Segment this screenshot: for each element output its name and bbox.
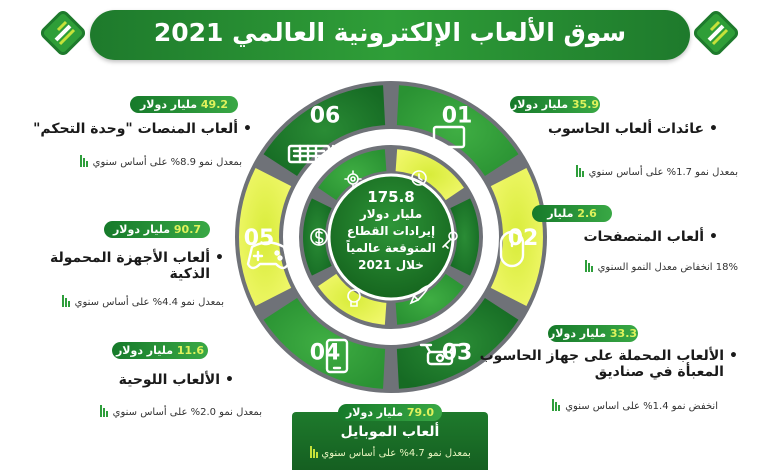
category-05-name-line1: ألعاب الأجهزة المحمولة [50, 250, 211, 266]
category-03-name-line2: المعبأة في صناديق [594, 364, 724, 380]
value-02: 2.6 [577, 207, 597, 220]
value-pill-01 [510, 96, 600, 113]
center-value: 175.8 [367, 188, 415, 206]
currency-label: مليار دولار [115, 344, 174, 357]
growth-03 [551, 394, 718, 415]
category-03: •الألعاب المحملة على جهاز الحاسوب المعبأة في صناديق [479, 348, 738, 380]
growth-02-text: 18% انخفاض معدل النمو السنوي [597, 262, 738, 273]
value-03: 33.3 [609, 327, 638, 340]
currency-label: مليار دولار [345, 406, 404, 419]
currency-label: مليار دولار [139, 98, 198, 111]
center-line-4: خلال 2021 [358, 258, 424, 272]
bar-chart-icon [61, 292, 70, 311]
value-06: 49.2 [200, 98, 229, 111]
category-02-name: ألعاب المتصفحات [583, 229, 705, 245]
bar-chart-icon [584, 257, 593, 276]
category-05-name-line2: الذكية [169, 266, 210, 282]
category-01-name: عائدات ألعاب الحاسوب [547, 121, 705, 137]
value-pill-02 [532, 205, 612, 237]
currency-label: مليار دولار [548, 327, 607, 340]
category-06: •ألعاب المنصات "وحدة التحكم" [33, 121, 252, 137]
category-06-name: ألعاب المنصات "وحدة التحكم" [33, 121, 239, 137]
center-line-3: المتوقعة عالمياً [346, 241, 436, 255]
mobile-games-growth [292, 446, 488, 461]
bar-chart-icon [575, 162, 584, 181]
value-pill-05 [104, 221, 210, 238]
category-02: •ألعاب المتصفحات [583, 229, 718, 245]
bar-chart-icon [99, 402, 108, 421]
segment-number-04: 04 [309, 340, 341, 366]
value-pill-mobile [338, 404, 442, 421]
growth-03-text: انخفض نمو 1.4% على اساس سنوي [565, 401, 718, 412]
bar-chart-icon [79, 152, 88, 171]
value-pill-03 [548, 325, 638, 342]
center-line-2: إيرادات القطاع [346, 224, 436, 238]
growth-06-text: بمعدل نمو 8.9% على أساس سنوي [92, 157, 242, 168]
category-04-name: الألعاب اللوحية [118, 372, 221, 388]
value-pill-06 [130, 96, 238, 113]
value-pill-04 [112, 342, 208, 359]
growth-02 [584, 255, 739, 276]
category-01: •عائدات ألعاب الحاسوب [547, 121, 718, 137]
value-04: 11.6 [176, 344, 205, 357]
growth-05-text: بمعدل نمو 4.4% على أساس سنوي [74, 297, 224, 308]
segment-number-06: 06 [309, 103, 341, 129]
mobile-games-name: ألعاب الموبايل [340, 424, 440, 440]
growth-01-text: بمعدل نمو 1.7% على أساس سنوي [588, 167, 738, 178]
value-01: 35.9 [571, 98, 600, 111]
currency-label: مليار دولار [112, 223, 171, 236]
growth-05 [61, 290, 224, 311]
value-mobile: 79.0 [406, 406, 435, 419]
category-03-name-line1: الألعاب المحملة على جهاز الحاسوب [479, 348, 725, 364]
currency-label: مليار دولار [510, 98, 569, 111]
segment-number-02: 02 [507, 226, 539, 251]
center-line-1: مليار دولار [359, 207, 423, 221]
growth-04-text: بمعدل نمو 2.0% على أساس سنوي [112, 407, 262, 418]
currency-label: مليار دولار [547, 207, 586, 237]
growth-04 [99, 400, 262, 421]
bar-chart-icon [551, 396, 560, 415]
growth-06 [79, 150, 242, 171]
growth-01 [575, 160, 738, 181]
bar-chart-icon [309, 446, 318, 461]
mobile-growth-text: بمعدل نمو 4.7% على أساس سنوي [321, 448, 471, 459]
center-total [339, 188, 443, 274]
category-05: •ألعاب الأجهزة المحمولة الذكية [50, 250, 224, 282]
segment-number-05: 05 [243, 226, 275, 251]
page-title: سوق الألعاب الإلكترونية العالمي 2021 [153, 18, 627, 47]
segment-number-03: 03 [441, 340, 473, 366]
value-05: 90.7 [173, 223, 202, 236]
segment-number-01: 01 [441, 103, 473, 129]
category-04: •الألعاب اللوحية [118, 372, 234, 388]
